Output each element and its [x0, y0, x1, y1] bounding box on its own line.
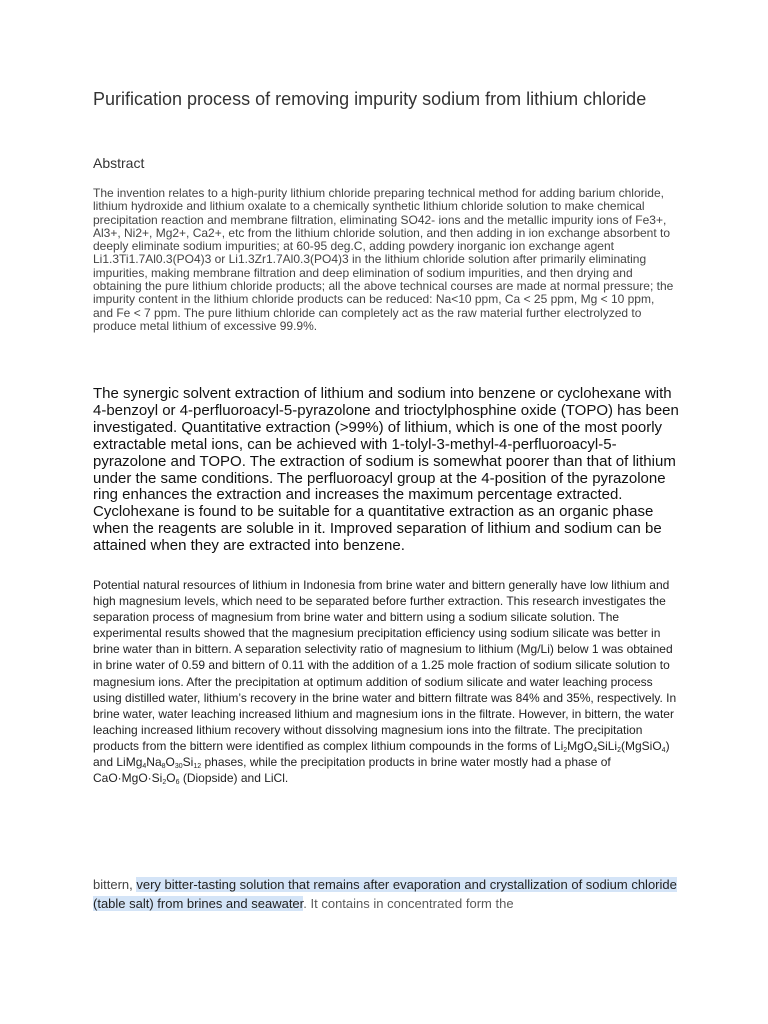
indonesia-text-main: Potential natural resources of lithium in Indonesia from brine water and bittern generally have low lithium and high magnesium levels, which need to be separated before further extraction. This research investigates the separation process of magnesium from brine water and bittern using a sodium silicate solution. The experimental results showed that the magnesium precipitation efficiency using sodium silicate was better in brine water than in bittern. A separation selectivity ratio of magnesium to lithium (Mg/Li) below 1 was obtained in brine water of 0.59 and bittern of 0.11 with the addition of a 1.25 mole fraction of sodium silicate solution to magnesium ions. After the precipitation at optimum addition of sodium silicate and water leaching process using distilled water, lithium’s recovery in the brine water and bittern filtrate was 84% and 35%, respectively. In brine water, water leaching increased lithium and magnesium ions in the filtrate. However, in bittern, the water leaching increased lithium recovery without dissolving magnesium ions into the filtrate. The precipitation products from the bittern were identified as complex lithium compounds in the forms of: [93, 578, 677, 753]
connector-and: and: [93, 755, 117, 770]
formula-3: $CaO\cdot MgO\cdot Si_2O_6$: [93, 771, 180, 787]
indonesia-text-mid: phases, while the precipitation products in brine water mostly had a phase of: [201, 755, 611, 770]
bittern-definition-paragraph: [93, 876, 683, 913]
abstract-heading: Abstract: [93, 155, 145, 171]
page-title: Purification process of removing impurity sodium from lithium chloride: [93, 89, 647, 109]
bittern-rest-text: . It contains in concentrated form the: [303, 895, 514, 911]
formula-1: $Li_2MgO_4SiLi_2(MgSiO_4)$: [553, 738, 670, 754]
synergic-extraction-paragraph: The synergic solvent extraction of lithium and sodium into benzene or cyclohexane with 4-benzoyl or 4-perfluoroacyl-5-pyrazolone and trioctylphosphine oxide (TOPO) has been investigated. Quantitative extraction (>99%) of lithium, which is one of the most poorly extractable metal ions, can be achieved with 1-tolyl-3-methyl-4-perfluoroacyl-5-pyrazolone and TOPO. The extraction of sodium is somewhat poorer than that of lithium under the same conditions. The perfluoroacyl group at the 4-position of the pyrazolone ring enhances the extraction and increases the maximum percentage extracted. Cyclohexane is found to be suitable for a quantitative extraction as an organic phase when the reagents are soluble in it. Improved separation of lithium and sodium can be attained when they are extracted into benzene.: [93, 385, 679, 555]
indonesia-text-end: (Diopside) and LiCl.: [179, 771, 289, 786]
highlighted-definition[interactable]: very bitter-tasting solution that remains after evaporation and crystallization of sodium chloride (table salt) from brines and seawater: [93, 877, 677, 911]
abstract-body: The invention relates to a high-purity lithium chloride preparing technical method for adding barium chloride, lithium hydroxide and lithium oxalate to a chemically synthetic lithium chloride solution to make chemical precipitation reaction and membrane filtration, eliminating SO42- ions and the metallic impurity ions of Fe3+, Al3+, Ni2+, Mg2+, Ca2+, etc from the lithium chloride solution, and then adding in ion exchange absorbent to deeply eliminate sodium impurities; at 60-95 deg.C, adding powdery inorganic ion exchange agent Li1.3Ti1.7Al0.3(PO4)3 or Li1.3Zr1.7Al0.3(PO4)3 in the lithium chloride solution after primarily eliminating impurities, making membrane filtration and deep elimination of sodium impurities, and then drying and obtaining the pure lithium chloride products; all the above technical courses are made at normal pressure; the impurity content in the lithium chloride products can be reduced: Na<10 ppm, Ca < 25 ppm, Mg < 10 ppm, and Fe < 7 ppm. The pure lithium chloride can completely act as the raw material further electrolyzed to produce metal lithium of excessive 99.9%.: [93, 186, 674, 333]
indonesia-brine-paragraph: [93, 577, 683, 786]
bittern-word: bittern,: [93, 877, 137, 892]
formula-2: $LiMg_4Na_8O_{30}Si_{12}$: [116, 755, 202, 771]
